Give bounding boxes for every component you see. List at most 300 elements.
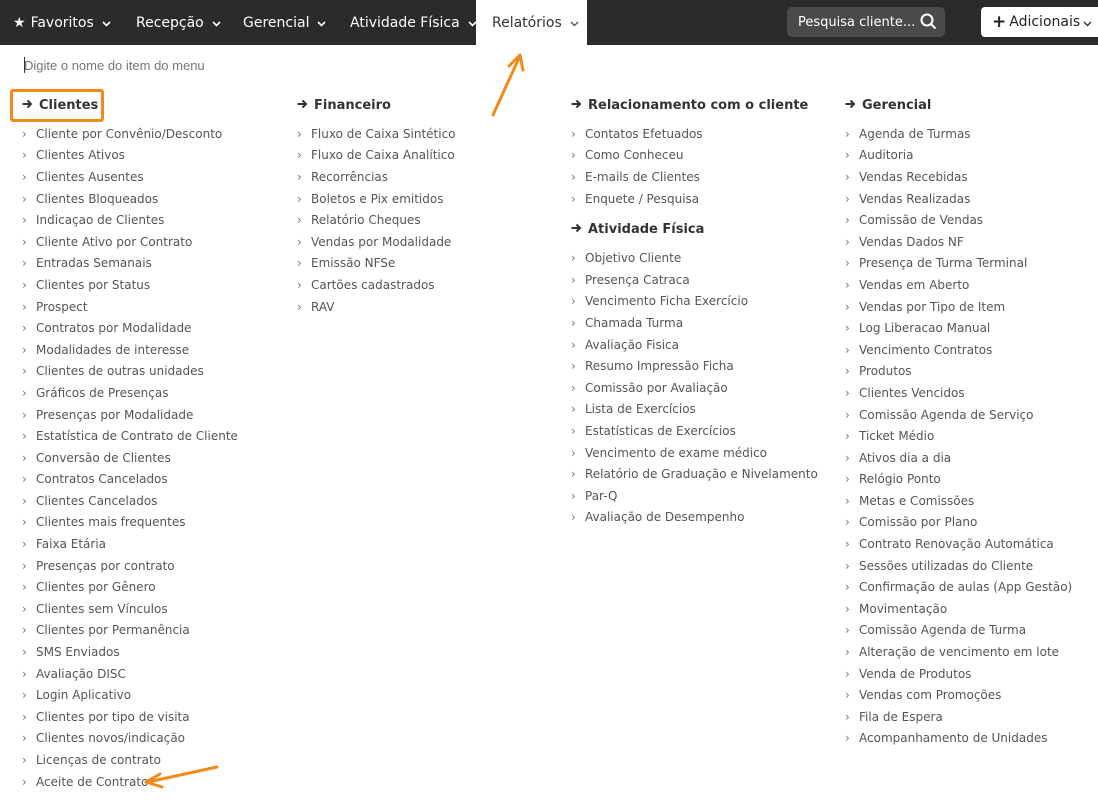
menu-item-label: Estatística de Contrato de Cliente <box>36 429 238 444</box>
menu-item[interactable] <box>297 231 456 253</box>
chevron-right-icon: › <box>297 126 302 141</box>
menu-item-label: Emissão NFSe <box>311 256 396 271</box>
menu-item[interactable] <box>571 485 818 507</box>
chevron-right-icon: › <box>845 450 850 465</box>
menu-item-label: Clientes por Gênero <box>36 580 156 595</box>
menu-item-label: Cliente por Convênio/Desconto <box>36 126 223 141</box>
arrow-right-icon <box>571 98 582 113</box>
chevron-down-icon <box>570 15 579 31</box>
menu-item-label: Vendas em Aberto <box>859 277 970 292</box>
arrow-right-icon <box>297 98 308 113</box>
menu-item-label: Como Conheceu <box>585 148 684 163</box>
column-title: Gerencial <box>862 98 932 113</box>
menu-item-label: Licenças de contrato <box>36 753 162 768</box>
chevron-right-icon: › <box>845 558 850 573</box>
menu-item-label: Presenças por Modalidade <box>36 407 194 422</box>
menu-item[interactable] <box>845 490 1072 512</box>
menu-item[interactable] <box>22 641 238 663</box>
chevron-right-icon: › <box>571 510 576 525</box>
chevron-right-icon: › <box>22 321 27 336</box>
chevron-right-icon: › <box>845 580 850 595</box>
menu-item[interactable] <box>845 145 1072 167</box>
menu-item-label: Presença Catraca <box>585 272 690 287</box>
menu-item[interactable] <box>845 555 1072 577</box>
report-list <box>571 247 818 528</box>
menu-item-label: Clientes mais frequentes <box>36 515 186 530</box>
menu-item-label: Objetivo Cliente <box>585 251 682 266</box>
chevron-right-icon: › <box>845 731 850 746</box>
nav-gerencial[interactable] <box>243 0 326 45</box>
menu-item[interactable] <box>845 512 1072 534</box>
column-title: Financeiro <box>314 98 391 113</box>
chevron-right-icon: › <box>571 126 576 141</box>
menu-item-label: Modalidades de interesse <box>36 342 190 357</box>
menu-item-label: Cartões cadastrados <box>311 277 435 292</box>
menu-item-label: SMS Enviados <box>36 645 120 660</box>
chevron-right-icon: › <box>845 234 850 249</box>
menu-item-label: Log Liberacao Manual <box>859 321 991 336</box>
menu-item[interactable] <box>571 166 818 188</box>
column-title: Clientes <box>39 98 99 113</box>
menu-item-label: Clientes por Status <box>36 277 151 292</box>
menu-search-input[interactable] <box>24 56 524 74</box>
menu-item[interactable] <box>22 274 238 296</box>
menu-item[interactable] <box>845 274 1072 296</box>
client-search-input[interactable] <box>787 7 945 37</box>
column-header-atividade-fisica[interactable] <box>571 219 818 240</box>
menu-item-label: Ticket Médio <box>859 429 935 444</box>
menu-item[interactable] <box>845 533 1072 555</box>
menu-item[interactable] <box>22 533 238 555</box>
menu-item[interactable] <box>571 247 818 269</box>
menu-item-label: Vendas Recebidas <box>859 169 968 184</box>
menu-item-label: Resumo Impressão Ficha <box>585 359 734 374</box>
menu-item-label: Boletos e Pix emitidos <box>311 191 444 206</box>
menu-item[interactable] <box>845 684 1072 706</box>
menu-item[interactable] <box>22 706 238 728</box>
chevron-right-icon: › <box>845 277 850 292</box>
chevron-right-icon: › <box>22 169 27 184</box>
nav-atividade-fisica-label: Atividade Física <box>350 14 460 31</box>
menu-item[interactable] <box>22 209 238 231</box>
menu-item[interactable] <box>571 312 818 334</box>
nav-favoritos[interactable] <box>13 0 111 45</box>
chevron-right-icon: › <box>297 256 302 271</box>
menu-item[interactable] <box>845 598 1072 620</box>
chevron-right-icon: › <box>22 277 27 292</box>
menu-item-label: Fluxo de Caixa Analítico <box>311 148 455 163</box>
menu-item[interactable] <box>571 355 818 377</box>
chevron-right-icon: › <box>571 191 576 206</box>
menu-item[interactable] <box>22 296 238 318</box>
chevron-right-icon: › <box>22 558 27 573</box>
column-subtitle: Atividade Física <box>588 222 705 238</box>
menu-item-label: Avaliação de Desempenho <box>585 510 745 525</box>
menu-item[interactable] <box>845 231 1072 253</box>
chevron-right-icon: › <box>22 364 27 379</box>
chevron-right-icon: › <box>845 537 850 552</box>
menu-item[interactable] <box>22 555 238 577</box>
menu-item-label: Clientes por Permanência <box>36 623 190 638</box>
chevron-right-icon: › <box>571 272 576 287</box>
menu-item[interactable] <box>22 728 238 750</box>
menu-item-label: Relatório de Graduação e Nivelamento <box>585 467 818 482</box>
menu-item-label: Conversão de Clientes <box>36 450 171 465</box>
chevron-right-icon: › <box>571 148 576 163</box>
menu-item[interactable] <box>297 209 456 231</box>
menu-item-label: Lista de Exercícios <box>585 402 696 417</box>
column-header-relacionamento[interactable] <box>571 95 818 116</box>
chevron-right-icon: › <box>297 191 302 206</box>
nav-recepcao-label: Recepção <box>136 14 204 31</box>
menu-item[interactable] <box>845 296 1072 318</box>
chevron-right-icon: › <box>22 731 27 746</box>
menu-item[interactable] <box>22 166 238 188</box>
chevron-right-icon: › <box>22 623 27 638</box>
menu-item[interactable] <box>571 463 818 485</box>
chevron-right-icon: › <box>571 402 576 417</box>
menu-item[interactable] <box>22 771 238 793</box>
menu-item[interactable] <box>571 188 818 210</box>
chevron-right-icon: › <box>845 126 850 141</box>
menu-item-label: Acompanhamento de Unidades <box>859 731 1048 746</box>
menu-item-label: Relatório Cheques <box>311 213 421 228</box>
menu-item-label: Enquete / Pesquisa <box>585 191 700 206</box>
column-clientes <box>22 95 238 792</box>
menu-item[interactable] <box>22 361 238 383</box>
chevron-right-icon: › <box>845 407 850 422</box>
chevron-right-icon: › <box>22 645 27 660</box>
menu-item-label: E-mails de Clientes <box>585 169 700 184</box>
chevron-right-icon: › <box>845 342 850 357</box>
chevron-right-icon: › <box>571 337 576 352</box>
chevron-right-icon: › <box>571 359 576 374</box>
menu-item[interactable] <box>22 576 238 598</box>
chevron-right-icon: › <box>571 169 576 184</box>
menu-item[interactable] <box>22 749 238 771</box>
menu-item[interactable] <box>22 404 238 426</box>
menu-item-label: Clientes novos/indicação <box>36 731 186 746</box>
menu-item[interactable] <box>22 490 238 512</box>
chevron-right-icon: › <box>297 234 302 249</box>
menu-item[interactable] <box>22 317 238 339</box>
menu-item-label: Prospect <box>36 299 88 314</box>
menu-item-label: Ativos dia a dia <box>859 450 952 465</box>
menu-item[interactable] <box>845 339 1072 361</box>
menu-item-label: Vendas por Tipo de Item <box>859 299 1006 314</box>
chevron-right-icon: › <box>571 294 576 309</box>
menu-item[interactable] <box>22 253 238 275</box>
menu-item-label: Auditoria <box>859 148 914 163</box>
plus-icon: + <box>992 11 1007 32</box>
menu-item[interactable] <box>845 361 1072 383</box>
chevron-right-icon: › <box>22 429 27 444</box>
menu-item[interactable] <box>845 663 1072 685</box>
menu-item-label: Alteração de vencimento em lote <box>859 645 1060 660</box>
nav-favoritos-label: Favoritos <box>30 14 94 31</box>
chevron-right-icon: › <box>571 380 576 395</box>
chevron-right-icon: › <box>297 169 302 184</box>
nav-recepcao[interactable] <box>136 0 221 45</box>
chevron-right-icon: › <box>571 251 576 266</box>
menu-item-label: Chamada Turma <box>585 315 684 330</box>
menu-item[interactable] <box>845 641 1072 663</box>
report-list <box>845 123 1072 749</box>
menu-item-label: Venda de Produtos <box>859 666 972 681</box>
menu-item-label: Entradas Semanais <box>36 256 152 271</box>
chevron-right-icon: › <box>845 191 850 206</box>
menu-item[interactable] <box>845 620 1072 642</box>
menu-item[interactable] <box>297 145 456 167</box>
menu-item-label: Indicaçao de Clientes <box>36 213 165 228</box>
menu-item[interactable] <box>22 598 238 620</box>
chevron-right-icon: › <box>22 256 27 271</box>
menu-item-label: Par-Q <box>585 488 618 503</box>
menu-item-label: Fluxo de Caixa Sintético <box>311 126 456 141</box>
menu-item[interactable] <box>297 274 456 296</box>
menu-item[interactable] <box>845 425 1072 447</box>
chevron-right-icon: › <box>22 774 27 789</box>
menu-item[interactable] <box>571 269 818 291</box>
menu-item-label: Comissão por Avaliação <box>585 380 728 395</box>
menu-item[interactable] <box>571 291 818 313</box>
menu-item-label: Clientes Vencidos <box>859 385 965 400</box>
menu-item-label: Agenda de Turmas <box>859 126 971 141</box>
menu-item[interactable] <box>22 512 238 534</box>
chevron-right-icon: › <box>845 601 850 616</box>
menu-item[interactable] <box>22 425 238 447</box>
chevron-right-icon: › <box>845 385 850 400</box>
menu-item-label: Login Aplicativo <box>36 688 132 703</box>
chevron-right-icon: › <box>22 234 27 249</box>
menu-item-label: Clientes Bloqueados <box>36 191 159 206</box>
menu-item-label: Produtos <box>859 364 912 379</box>
menu-item-label: Comissão Agenda de Serviço <box>859 407 1034 422</box>
chevron-right-icon: › <box>845 213 850 228</box>
menu-item-label: Gráficos de Presenças <box>36 385 169 400</box>
chevron-right-icon: › <box>22 515 27 530</box>
column-header-financeiro[interactable] <box>297 95 456 116</box>
menu-item[interactable] <box>22 684 238 706</box>
menu-item[interactable] <box>845 188 1072 210</box>
chevron-right-icon: › <box>22 688 27 703</box>
menu-item-label: Comissão de Vendas <box>859 213 984 228</box>
chevron-right-icon: › <box>571 467 576 482</box>
menu-item[interactable] <box>22 339 238 361</box>
chevron-right-icon: › <box>22 601 27 616</box>
menu-item-label: Contatos Efetuados <box>585 126 703 141</box>
menu-item[interactable] <box>297 296 456 318</box>
menu-item-label: Clientes Cancelados <box>36 493 158 508</box>
menu-item[interactable] <box>297 188 456 210</box>
menu-item[interactable] <box>22 145 238 167</box>
chevron-right-icon: › <box>571 315 576 330</box>
menu-item[interactable] <box>845 404 1072 426</box>
menu-item-label: Vencimento Contratos <box>859 342 993 357</box>
chevron-right-icon: › <box>845 493 850 508</box>
chevron-right-icon: › <box>22 472 27 487</box>
menu-item[interactable] <box>845 166 1072 188</box>
chevron-right-icon: › <box>845 148 850 163</box>
menu-item-label: Vendas por Modalidade <box>311 234 452 249</box>
menu-item[interactable] <box>571 145 818 167</box>
menu-item[interactable] <box>571 377 818 399</box>
chevron-right-icon: › <box>297 299 302 314</box>
chevron-right-icon: › <box>22 493 27 508</box>
menu-item[interactable] <box>571 399 818 421</box>
chevron-right-icon: › <box>845 299 850 314</box>
chevron-down-icon <box>212 15 221 31</box>
menu-item-label: Vencimento de exame médico <box>585 445 768 460</box>
chevron-right-icon: › <box>22 213 27 228</box>
chevron-right-icon: › <box>22 148 27 163</box>
menu-item[interactable] <box>845 576 1072 598</box>
column-relacionamento <box>571 95 818 528</box>
menu-item-label: Contratos Cancelados <box>36 472 168 487</box>
menu-item[interactable] <box>845 706 1072 728</box>
column-header-gerencial[interactable] <box>845 95 1072 116</box>
menu-item-label: Presenças por contrato <box>36 558 175 573</box>
chevron-right-icon: › <box>845 515 850 530</box>
menu-item[interactable] <box>571 334 818 356</box>
menu-item-label: Movimentação <box>859 601 948 616</box>
menu-item-label: Comissão por Plano <box>859 515 978 530</box>
chevron-right-icon: › <box>845 688 850 703</box>
nav-gerencial-label: Gerencial <box>243 14 310 31</box>
menu-item-label: Contrato Renovação Automática <box>859 537 1054 552</box>
chevron-right-icon: › <box>845 472 850 487</box>
menu-item[interactable] <box>845 447 1072 469</box>
menu-item-label: Estatísticas de Exercícios <box>585 423 736 438</box>
menu-item-label: Fila de Espera <box>859 709 943 724</box>
menu-item-label: Comissão Agenda de Turma <box>859 623 1027 638</box>
chevron-right-icon: › <box>22 299 27 314</box>
adicionais-label: Adicionais <box>1009 14 1081 30</box>
menu-item-label: Vendas com Promoções <box>859 688 1002 703</box>
column-gerencial <box>845 95 1072 749</box>
menu-item-label: Confirmação de aulas (App Gestão) <box>859 580 1073 595</box>
chevron-right-icon: › <box>845 429 850 444</box>
chevron-right-icon: › <box>845 169 850 184</box>
menu-item-label: Faixa Etária <box>36 537 107 552</box>
chevron-down-icon <box>317 15 326 31</box>
text-caret <box>24 57 25 73</box>
column-financeiro <box>297 95 456 317</box>
menu-item-label: Clientes de outras unidades <box>36 364 204 379</box>
arrow-right-icon <box>845 98 856 113</box>
menu-item-label: RAV <box>311 299 335 314</box>
chevron-right-icon: › <box>571 423 576 438</box>
menu-item[interactable] <box>571 507 818 529</box>
menu-item[interactable] <box>22 231 238 253</box>
nav-atividade-fisica[interactable] <box>350 0 477 45</box>
menu-item[interactable] <box>571 420 818 442</box>
menu-item[interactable] <box>22 663 238 685</box>
chevron-right-icon: › <box>22 407 27 422</box>
chevron-right-icon: › <box>845 321 850 336</box>
chevron-right-icon: › <box>22 537 27 552</box>
client-search-placeholder: Pesquisa cliente... <box>798 14 916 30</box>
chevron-right-icon: › <box>22 580 27 595</box>
chevron-right-icon: › <box>297 148 302 163</box>
menu-item[interactable] <box>571 442 818 464</box>
arrow-right-icon <box>571 222 582 237</box>
column-title: Relacionamento com o cliente <box>588 98 809 113</box>
menu-item[interactable] <box>845 382 1072 404</box>
chevron-right-icon: › <box>571 488 576 503</box>
chevron-down-icon <box>102 15 111 31</box>
chevron-down-icon <box>1083 15 1092 31</box>
menu-item-label: Relógio Ponto <box>859 472 941 487</box>
highlight-box-clientes <box>10 89 104 122</box>
chevron-right-icon: › <box>22 126 27 141</box>
adicionais-button[interactable] <box>981 7 1098 37</box>
menu-item-label: Clientes Ativos <box>36 148 125 163</box>
chevron-right-icon: › <box>22 666 27 681</box>
chevron-right-icon: › <box>845 666 850 681</box>
menu-item[interactable] <box>571 123 818 145</box>
nav-relatorios-label: Relatórios <box>492 14 562 31</box>
chevron-right-icon: › <box>22 709 27 724</box>
menu-item[interactable] <box>845 317 1072 339</box>
menu-item[interactable] <box>22 469 238 491</box>
menu-item[interactable] <box>845 728 1072 750</box>
menu-item[interactable] <box>22 188 238 210</box>
menu-item[interactable] <box>845 469 1072 491</box>
chevron-right-icon: › <box>22 385 27 400</box>
menu-item[interactable] <box>845 123 1072 145</box>
menu-item[interactable] <box>297 123 456 145</box>
menu-item[interactable] <box>22 447 238 469</box>
nav-relatorios[interactable] <box>476 0 587 45</box>
chevron-right-icon: › <box>22 191 27 206</box>
menu-item[interactable] <box>22 382 238 404</box>
menu-item-label: Sessões utilizadas do Cliente <box>859 558 1034 573</box>
menu-item[interactable] <box>22 620 238 642</box>
chevron-right-icon: › <box>22 753 27 768</box>
top-navbar <box>0 0 1098 45</box>
menu-item-label: Clientes por tipo de visita <box>36 709 190 724</box>
chevron-right-icon: › <box>297 277 302 292</box>
chevron-right-icon: › <box>22 450 27 465</box>
menu-item-label: Metas e Comissões <box>859 493 975 508</box>
menu-item-label: Avaliação Fisica <box>585 337 679 352</box>
chevron-right-icon: › <box>571 445 576 460</box>
chevron-right-icon: › <box>845 623 850 638</box>
chevron-right-icon: › <box>845 364 850 379</box>
chevron-right-icon: › <box>845 256 850 271</box>
chevron-right-icon: › <box>845 645 850 660</box>
menu-item-label: Clientes sem Vínculos <box>36 601 168 616</box>
menu-item-label: Presença de Turma Terminal <box>859 256 1028 271</box>
search-icon[interactable] <box>920 13 937 34</box>
menu-item-label: Aceite de Contrato <box>36 774 149 789</box>
report-list <box>297 123 456 317</box>
menu-item[interactable] <box>845 209 1072 231</box>
menu-item-label: Clientes Ausentes <box>36 169 144 184</box>
menu-item[interactable] <box>22 123 238 145</box>
menu-item[interactable] <box>845 253 1072 275</box>
menu-item-label: Vendas Realizadas <box>859 191 971 206</box>
menu-item-label: Recorrências <box>311 169 389 184</box>
chevron-right-icon: › <box>845 709 850 724</box>
menu-item-label: Vencimento Ficha Exercício <box>585 294 749 309</box>
menu-item[interactable] <box>297 166 456 188</box>
report-list <box>22 123 238 792</box>
menu-item[interactable] <box>297 253 456 275</box>
chevron-right-icon: › <box>297 213 302 228</box>
menu-item-label: Cliente Ativo por Contrato <box>36 234 193 249</box>
